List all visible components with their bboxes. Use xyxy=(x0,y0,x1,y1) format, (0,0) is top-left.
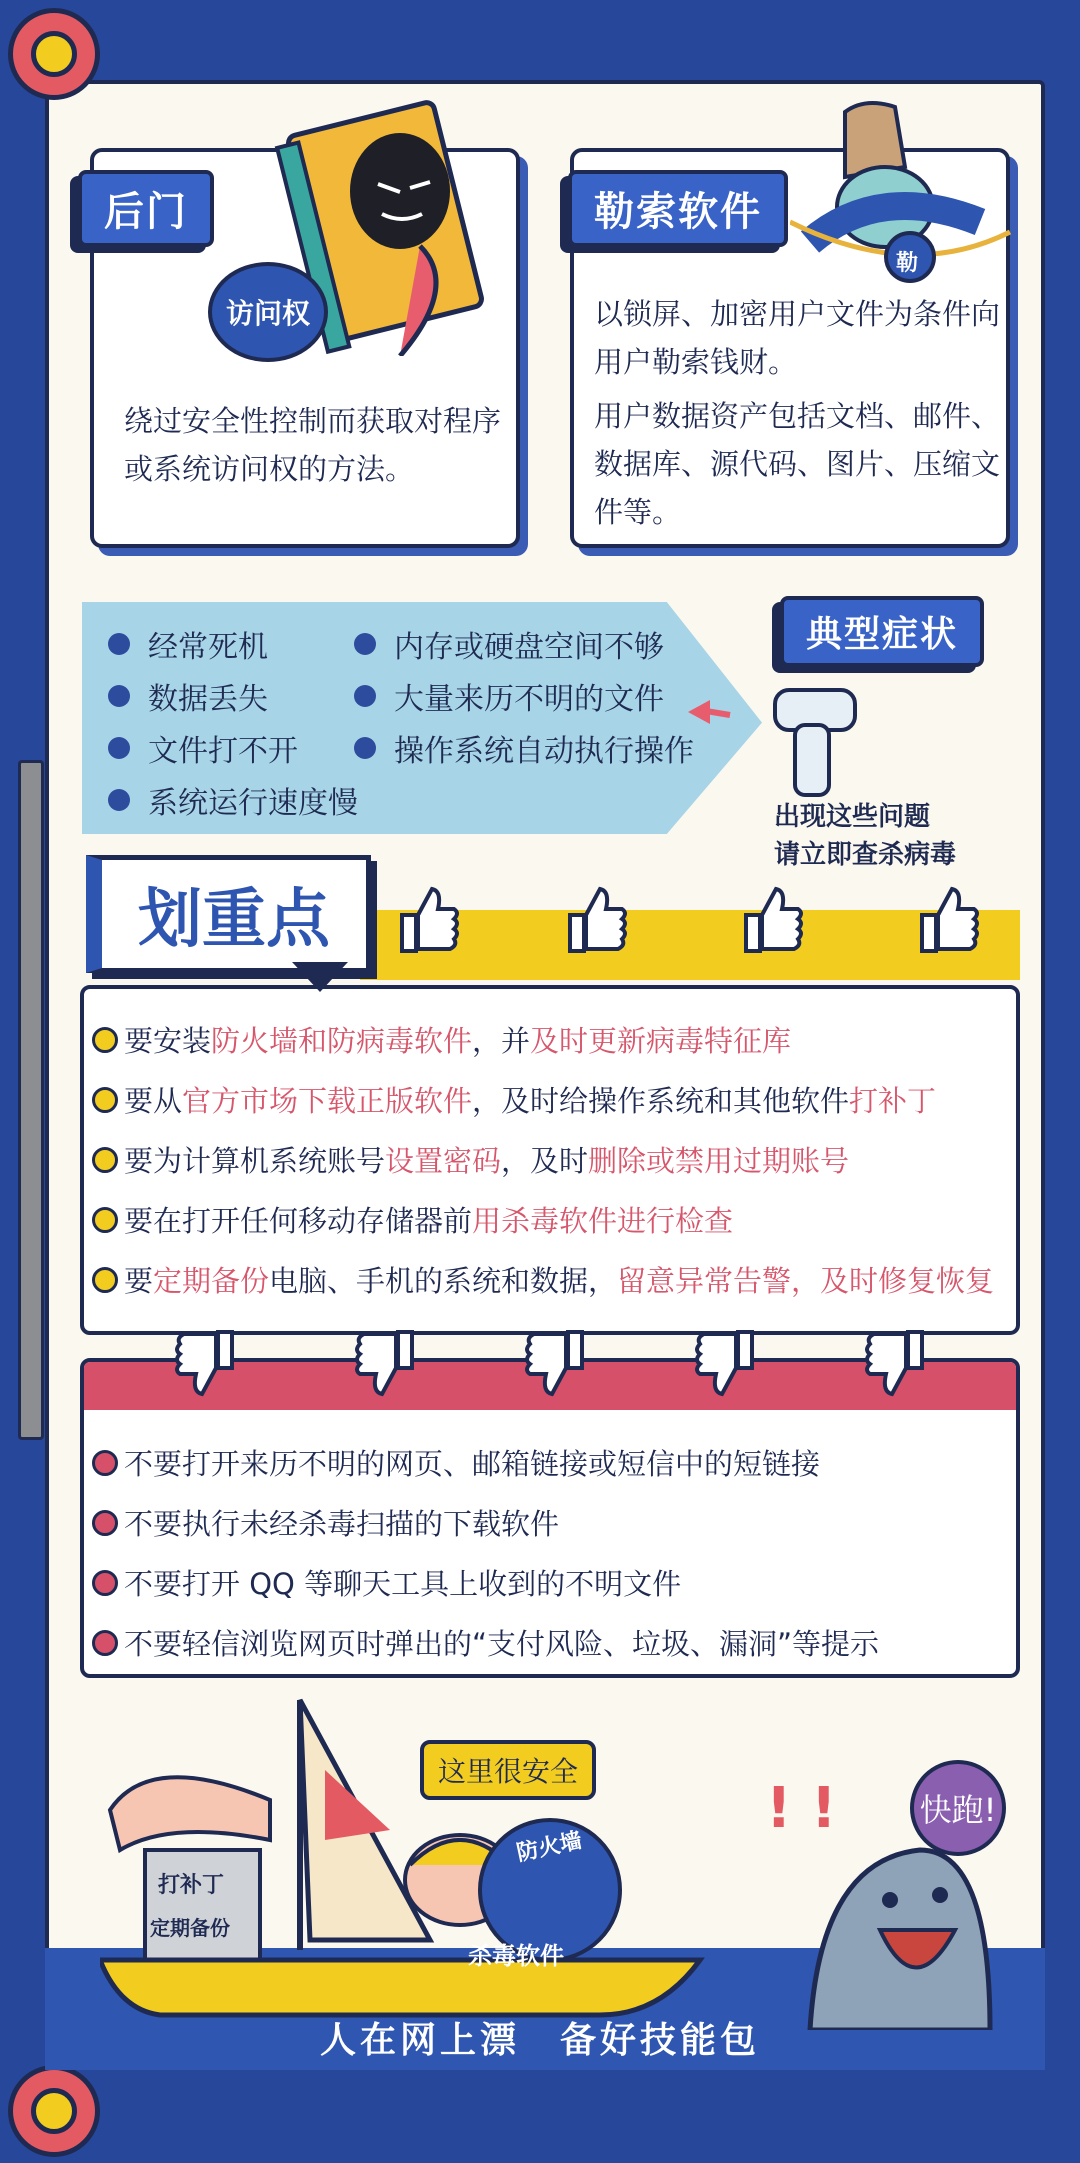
donts-box xyxy=(80,1358,1020,1678)
backdoor-desc: 绕过安全性控制而获取对程序或系统访问权的方法。 xyxy=(124,404,502,486)
symptom-advice: 出现这些问题 请立即查杀病毒 xyxy=(774,802,957,870)
thumb-down-icon xyxy=(692,1328,754,1398)
bullet-icon xyxy=(108,685,130,707)
symptom-item: 系统运行速度慢 xyxy=(108,778,358,822)
thumb-down-icon xyxy=(352,1328,414,1398)
corner-dot-bottom xyxy=(8,2065,100,2157)
bullet-icon xyxy=(354,685,376,707)
bullet-icon xyxy=(108,633,130,655)
red-bullet-icon xyxy=(92,1630,118,1656)
dont-item: 不要执行未经杀毒扫描的下载软件 xyxy=(124,1502,559,1543)
ransomware-desc-2: 用户数据资产包括文档、邮件、数据库、源代码、图片、压缩文件等。 xyxy=(594,399,1001,529)
red-bullet-icon xyxy=(92,1570,118,1596)
speech-bubble-safe: 这里很安全 xyxy=(420,1740,596,1800)
symptom-item: 数据丢失 xyxy=(108,674,268,718)
yellow-bullet-icon xyxy=(92,1027,118,1053)
do-item: 要为计算机系统账号 设置密码 ，及时 删除或禁用过期账号 xyxy=(124,1139,849,1180)
thumb-up-icon xyxy=(400,885,462,955)
shark-illustration xyxy=(790,1830,1000,2030)
boat-scene-illustration xyxy=(100,1690,740,2020)
dos-box xyxy=(80,985,1020,1335)
dont-item: 不要轻信浏览网页时弹出的“支付风险、垃圾、漏洞”等提示 xyxy=(124,1622,879,1663)
symptom-item: 操作系统自动执行操作 xyxy=(354,726,694,770)
bullet-icon xyxy=(354,633,376,655)
bullet-icon xyxy=(108,789,130,811)
thumb-down-icon xyxy=(172,1328,234,1398)
symptom-item: 内存或硬盘空间不够 xyxy=(354,622,664,666)
antivirus-label: 杀毒软件 xyxy=(468,1942,564,1970)
thermometer-gun-icon xyxy=(680,680,880,800)
thumb-up-icon xyxy=(920,885,982,955)
exclaim-marks: ! ! xyxy=(766,1776,837,1841)
symptom-item: 经常死机 xyxy=(108,622,268,666)
dont-item: 不要打开 QQ 等聊天工具上收到的不明文件 xyxy=(124,1562,681,1603)
ransom-badge-char: 勒 xyxy=(896,251,919,276)
patch-label: 打补丁 xyxy=(158,1873,225,1898)
red-bullet-icon xyxy=(92,1510,118,1536)
backup-label: 定期备份 xyxy=(150,1916,230,1940)
thumb-down-icon xyxy=(522,1328,584,1398)
thumb-up-icon xyxy=(744,885,806,955)
ransomware-tag: 勒索软件 xyxy=(568,170,788,247)
red-bullet-icon xyxy=(92,1450,118,1476)
do-item: 要 定期备份 电脑、手机的系统和数据， 留意异常告警，及时修复恢复 xyxy=(124,1259,994,1300)
thumb-up-icon xyxy=(568,885,630,955)
dont-item: 不要打开来历不明的网页、邮箱链接或短信中的短链接 xyxy=(124,1442,820,1483)
access-badge: 访问权 xyxy=(208,262,328,362)
yellow-bullet-icon xyxy=(92,1207,118,1233)
yellow-bullet-icon xyxy=(92,1267,118,1293)
slogan: 人在网上漂 备好技能包 xyxy=(319,2020,760,2061)
side-scroll-bar xyxy=(18,760,44,1440)
yellow-bullet-icon xyxy=(92,1087,118,1113)
symptom-item: 大量来历不明的文件 xyxy=(354,674,664,718)
do-item: 要在打开任何移动存储器前 用杀毒软件进行检查 xyxy=(124,1199,733,1240)
title-pointer xyxy=(292,962,348,992)
do-item: 要安装 防火墙和防病毒软件 ，并 及时更新病毒特征库 xyxy=(124,1019,791,1060)
yellow-bullet-icon xyxy=(92,1147,118,1173)
ransomware-desc-1: 以锁屏、加密用户文件为条件向用户勒索钱财。 xyxy=(594,297,1001,379)
thumb-down-icon xyxy=(862,1328,924,1398)
shark-bubble: 快跑! xyxy=(910,1760,1006,1856)
backdoor-tag: 后门 xyxy=(78,170,214,247)
bullet-icon xyxy=(354,737,376,759)
key-points-title: 划重点 xyxy=(86,855,371,973)
do-item: 要从 官方市场下载正版软件 ，及时给操作系统和其他软件 打补丁 xyxy=(124,1079,936,1120)
firewall-label: 防火墙 xyxy=(514,1828,585,1867)
symptoms-tag: 典型症状 xyxy=(780,596,984,667)
corner-dot-top xyxy=(8,8,100,100)
symptom-item: 文件打不开 xyxy=(108,726,298,770)
bullet-icon xyxy=(108,737,130,759)
